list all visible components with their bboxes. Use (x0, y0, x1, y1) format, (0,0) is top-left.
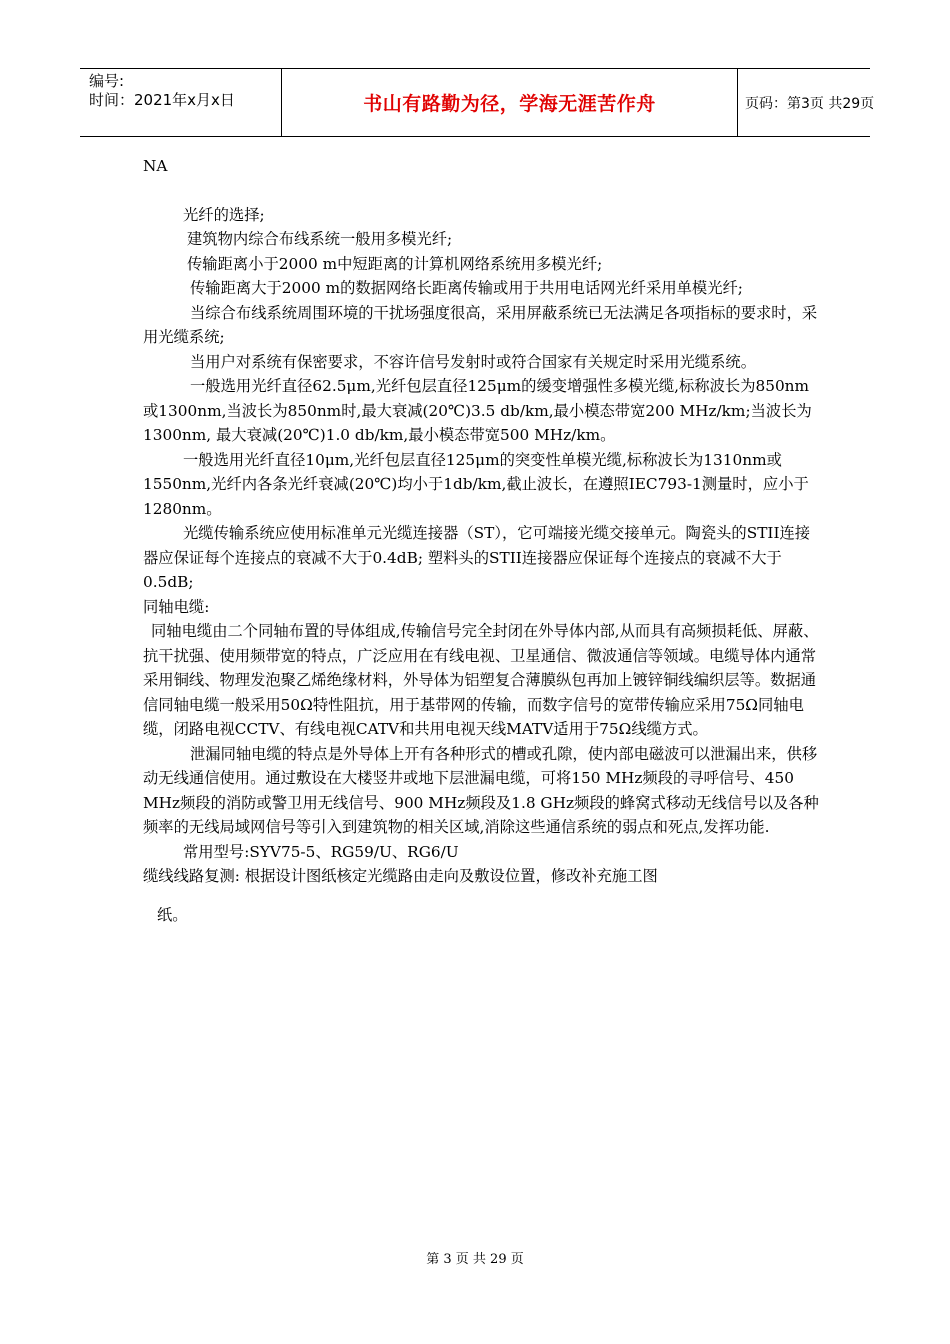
paragraph-na: NA (143, 157, 168, 175)
paragraph-interference: 当综合布线系统周围环境的干扰场强度很高，采用屏蔽系统已无法满足各项指标的要求时，采用光缆系统; (143, 303, 818, 346)
header-motto: 书山有路勤为径，学海无涯苦作舟 (282, 69, 738, 136)
paragraph-coax-heading: 同轴电缆: (143, 597, 210, 616)
paragraph-short-distance: 传输距离小于2000 m中短距离的计算机网络系统用多模光纤; (187, 254, 603, 273)
paragraph-multimode-spec: 一般选用光纤直径62.5μm,光纤包层直径125μm的缓变增强性多模光缆,标称波长为850nm或1300nm,当波长为850nm时,最大衰减(20℃)3.5 db/km,最小模态带宽200 MHz/km;当波长为1300nm, 最大衰减(20℃)1.0 db/km,最小模态带宽500 MHz/km。 (143, 377, 812, 444)
paragraph-retest-end: 纸。 (157, 905, 188, 924)
page-header (80, 68, 875, 137)
paragraph-fiber-selection: 光纤的选择; (183, 205, 265, 224)
paragraph-models: 常用型号:SYV75-5、RG59/U、RG6/U (183, 842, 459, 861)
header-page-info: 页码：第3页 共29页 (745, 95, 875, 112)
paragraph-multimode-building: 建筑物内综合布线系统一般用多模光纤; (187, 230, 453, 248)
paragraph-retest: 缆线线路复测: 根据设计图纸核定光缆路由走向及敷设位置，修改补充施工图 (143, 867, 658, 885)
paragraph-long-distance: 传输距离大于2000 m的数据网络长距离传输或用于共用电话网光纤采用单模光纤; (190, 279, 743, 297)
document-body (143, 154, 823, 927)
paragraph-singlemode-spec: 一般选用光纤直径10μm,光纤包层直径125μm的突变性单模光缆,标称波长为1310nm或1550nm,光纤内各条光纤衰减(20℃)均小于1db/km,截止波长，在遵照IEC793-1测量时，应小于1280nm。 (143, 450, 809, 518)
number-label: 编号: (89, 72, 125, 90)
paragraph-security: 当用户对系统有保密要求，不容许信号发射时或符合国家有关规定时采用光缆系统。 (190, 352, 756, 371)
header-meta (80, 69, 282, 136)
paragraph-leaky-coax: 泄漏同轴电缆的特点是外导体上开有各种形式的槽或孔隙，使内部电磁波可以泄漏出来，供移动无线通信使用。通过敷设在大楼竖井或地下层泄漏电缆，可将150 MHz频段的寻呼信号、450 MHz频段的消防或警卫用无线信号、900 MHz频段及1.8 GHz频段的蜂窝式移动无线信号以及各种频率的无线局域网信号等引入到建筑物的相关区域,消除这些通信系统的弱点和死点,发挥功能. (143, 744, 819, 836)
paragraph-connector: 光缆传输系统应使用标准单元光缆连接器（ST），它可端接光缆交接单元。陶瓷头的STII连接器应保证每个连接点的衰减不大于0.4dB; 塑料头的STII连接器应保证每个连接点的衰减不大于0.5dB; (143, 524, 811, 591)
page-footer: 第 3 页 共 29 页 (426, 1252, 524, 1267)
date-label: 时间：2021年x月x日 (89, 91, 235, 109)
paragraph-coax-desc: 同轴电缆由二个同轴布置的导体组成,传输信号完全封闭在外导体内部,从而具有高频损耗低、屏蔽、抗干扰强、使用频带宽的特点，广泛应用在有线电视、卫星通信、微波通信等领域。电缆导体内通常采用铜线、物理发泡聚乙烯绝缘材料，外导体为铝塑复合薄膜纵包再加上镀锌铜线编织层等。数据通信同轴电缆一般采用50Ω特性阻抗，用于基带网的传输，而数字信号的宽带传输应采用75Ω同轴电缆，闭路电视CCTV、有线电视CATV和共用电视天线MATV适用于75Ω线缆方式。 (143, 622, 819, 738)
